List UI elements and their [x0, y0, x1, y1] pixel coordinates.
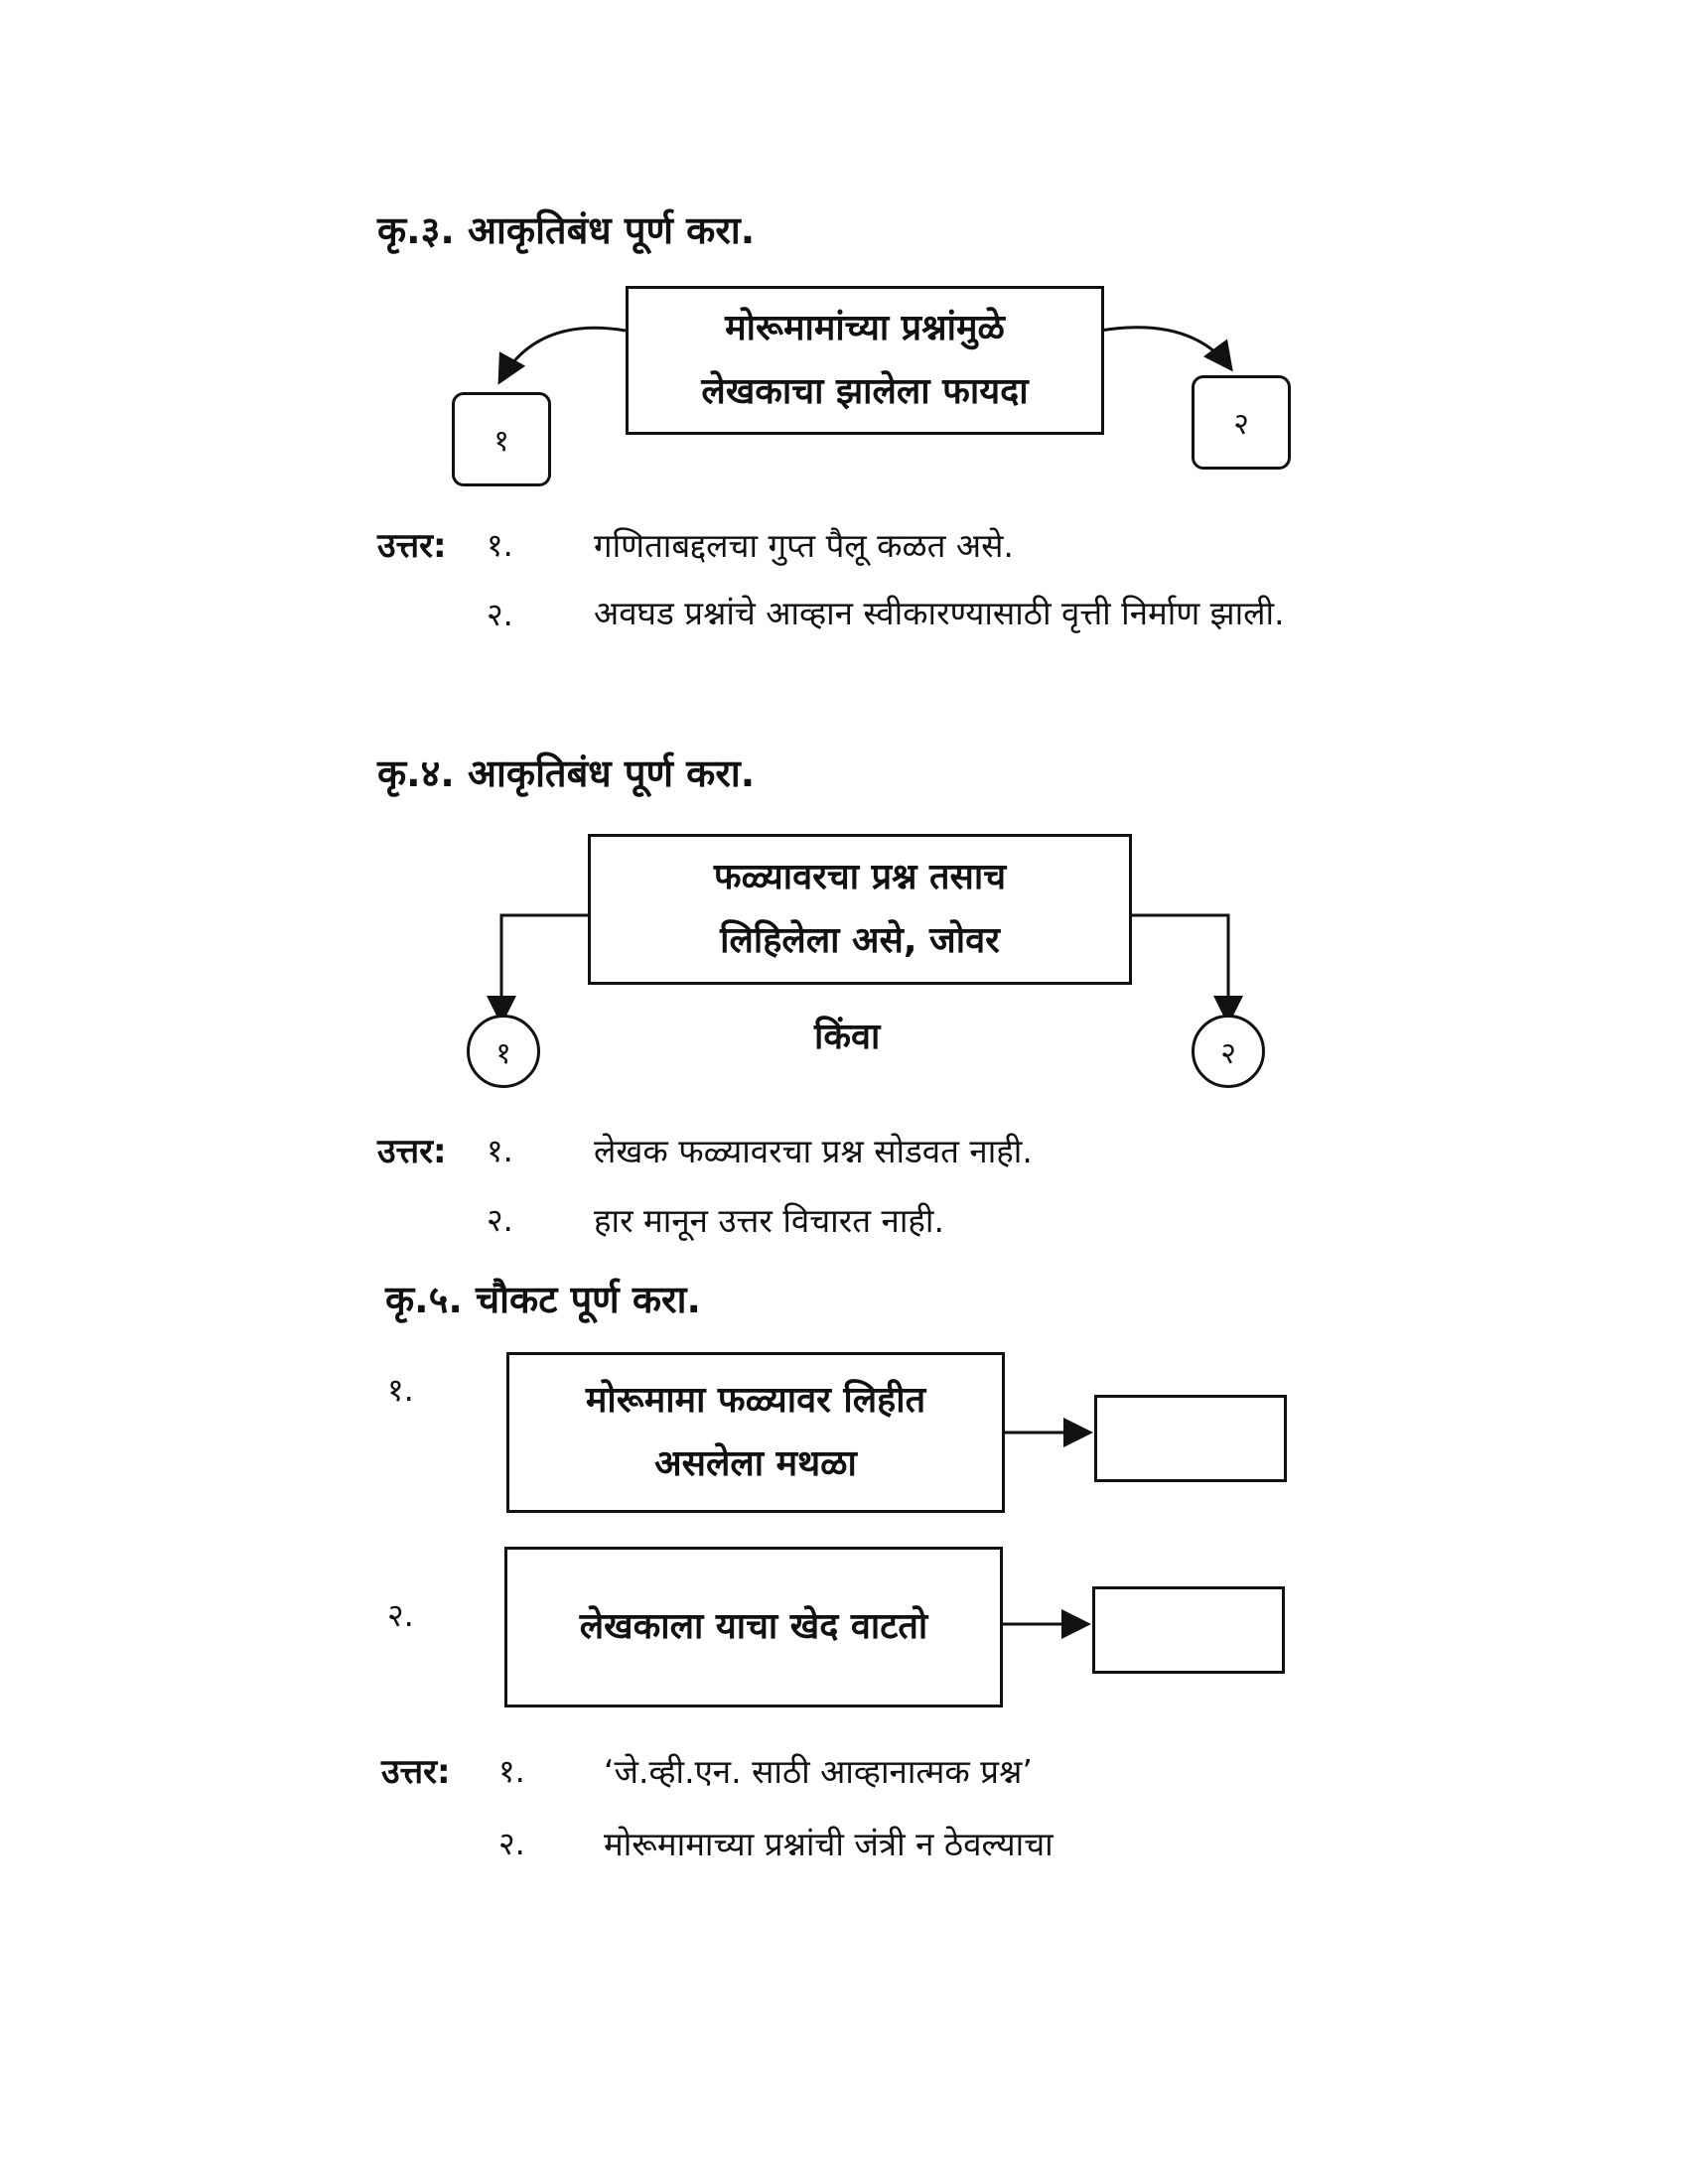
- q4-arrow-right: [1128, 915, 1228, 1023]
- q4-title: कृ.४. आकृतिबंध पूर्ण करा.: [377, 751, 756, 795]
- q3-arrow-left: [499, 328, 626, 382]
- q4-center-line2: लिहिलेला असे, जोवर: [720, 920, 1000, 961]
- q4-answer-1-num: १.: [487, 1132, 513, 1169]
- q4-node-2: २: [1192, 1015, 1265, 1088]
- q5-row-2-num: २.: [387, 1596, 414, 1634]
- q3-answer-1-num: १.: [487, 526, 513, 564]
- q3-arrow-right: [1100, 328, 1231, 369]
- q3-answer-2-num: २.: [487, 596, 513, 633]
- q4-arrow-left: [501, 915, 588, 1023]
- q5-answer-1-num: १.: [498, 1752, 525, 1790]
- q3-answer-label: उत्तर:: [377, 526, 447, 566]
- q5-row-2-box: [504, 1547, 1003, 1707]
- q4-center-box: [588, 834, 1132, 985]
- q4-answer-1-text: लेखक फळ्यावरचा प्रश्न सोडवत नाही.: [594, 1132, 1033, 1170]
- q4-answer-label: उत्तर:: [377, 1132, 447, 1171]
- q5-row-1-line2: असलेला मथळा: [654, 1443, 857, 1484]
- q5-row-2-blank-box: [1092, 1586, 1285, 1674]
- q3-answer-1-text: गणिताबद्दलचा गुप्त पैलू कळत असे.: [594, 526, 1014, 565]
- q4-answer-2-text: हार मानून उत्तर विचारत नाही.: [594, 1201, 944, 1240]
- q5-title: कृ.५. चौकट पूर्ण करा.: [385, 1278, 701, 1321]
- q5-row-1-box: [506, 1352, 1005, 1513]
- q5-row-1-line1: मोरूमामा फळ्यावर लिहीत: [585, 1380, 926, 1421]
- q4-connector-word: किंवा: [814, 1017, 881, 1057]
- q5-answer-2-num: २.: [498, 1825, 525, 1862]
- q3-center-line2: लेखकाचा झालेला फायदा: [701, 371, 1029, 412]
- q3-answer-2-text: अवघड प्रश्नांचे आव्हान स्वीकारण्यासाठी वृत्ती निर्माण झाली.: [594, 594, 1285, 632]
- q3-node-1: १: [452, 392, 551, 486]
- q3-center-box: [626, 286, 1104, 435]
- q5-answer-label: उत्तर:: [381, 1752, 451, 1792]
- q3-center-line1: मोरूमामांच्या प्रश्नांमुळे: [725, 308, 1005, 348]
- q4-node-1: १: [467, 1015, 540, 1088]
- q5-row-1-num: १.: [387, 1371, 414, 1409]
- q4-answer-2-num: २.: [487, 1201, 513, 1239]
- q3-title: कृ.३. आकृतिबंध पूर्ण करा.: [377, 208, 756, 252]
- q5-answer-1-text: ‘जे.व्ही.एन. साठी आव्हानात्मक प्रश्न’: [604, 1752, 1033, 1791]
- q5-row-1-blank-box: [1094, 1395, 1287, 1482]
- q5-row-2-line1: लेखकाला याचा खेद वाटतो: [579, 1606, 928, 1647]
- q5-answer-2-text: मोरूमामाच्या प्रश्नांची जंत्री न ठेवल्याचा: [604, 1825, 1054, 1863]
- q3-node-2: २: [1192, 375, 1291, 470]
- q4-center-line1: फळ्यावरचा प्रश्न तसाच: [713, 857, 1007, 897]
